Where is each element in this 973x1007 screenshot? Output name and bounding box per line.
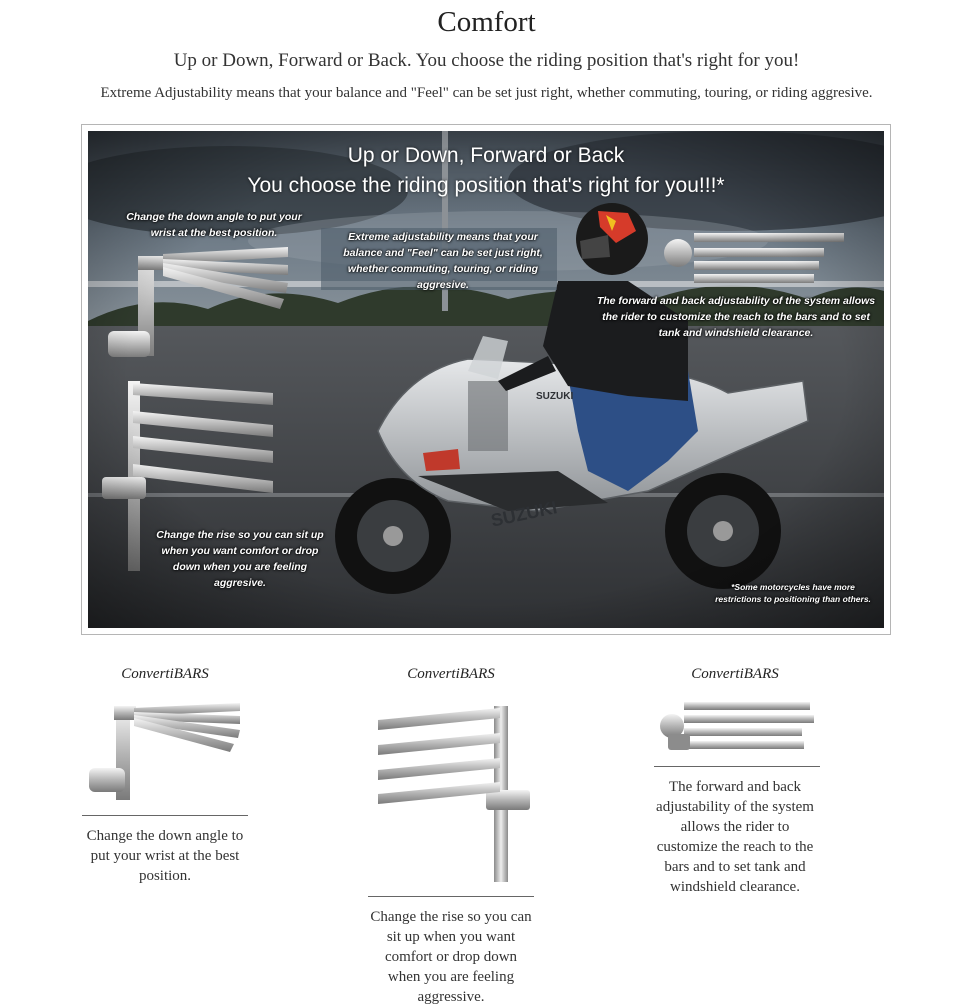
column-2-title: ConvertiBARS [407, 666, 495, 682]
hero-headline [88, 141, 884, 201]
column-1-product-image [84, 700, 250, 806]
hero-image-frame [81, 124, 891, 635]
column-1-title: ConvertiBARS [121, 666, 209, 682]
column-3-divider [654, 766, 820, 767]
hero-note-adjust: Extreme adjustability means that your balance and "Feel" can be set just right, whether commuting, touring, or riding aggresive. [343, 231, 543, 291]
hero-headline-line-2: You choose the riding position that's right for you!!!* [247, 174, 725, 197]
bike-brand-text: SUZUKI [489, 497, 559, 531]
hero-note-angle: Change the down angle to put your wrist at the best position. [126, 211, 302, 239]
column-1-caption: Change the down angle to put your wrist at the best position. [86, 828, 244, 884]
page-subtitle: Up or Down, Forward or Back. You choose the riding position that's right for you! [173, 50, 800, 71]
hero-headline-line-1: Up or Down, Forward or Back [347, 144, 625, 167]
hero-note-rise: Change the rise so you can sit up when you want comfort or drop down when you are feeling aggresive. [156, 529, 324, 589]
column-3-caption: The forward and back adjustability of the system allows the rider to customize the reach to the bars and to set tank and windshield clearance. [656, 779, 814, 895]
column-3-product-image [654, 698, 820, 756]
column-2-divider [368, 896, 534, 897]
column-3-title: ConvertiBARS [691, 666, 779, 682]
hero-footnote: *Some motorcycles have more restrictions to positioning than others. [715, 582, 871, 604]
column-2-caption: Change the rise so you can sit up when you want comfort or drop down when you are feeling aggressive. [370, 909, 532, 1005]
page-title: Comfort [437, 6, 536, 38]
column-2-product-image [372, 700, 534, 886]
hero-note-forward: The forward and back adjustability of the system allows the rider to customize the reach to the bars and to set tank and windshield clearance. [596, 295, 876, 339]
column-1-divider [82, 815, 248, 816]
page-lead: Extreme Adjustability means that your balance and "Feel" can be set just right, whether commuting, touring, or riding aggresive. [100, 85, 873, 101]
tank-brand-text: SUZUKI [536, 391, 574, 402]
hero-image [88, 131, 884, 628]
